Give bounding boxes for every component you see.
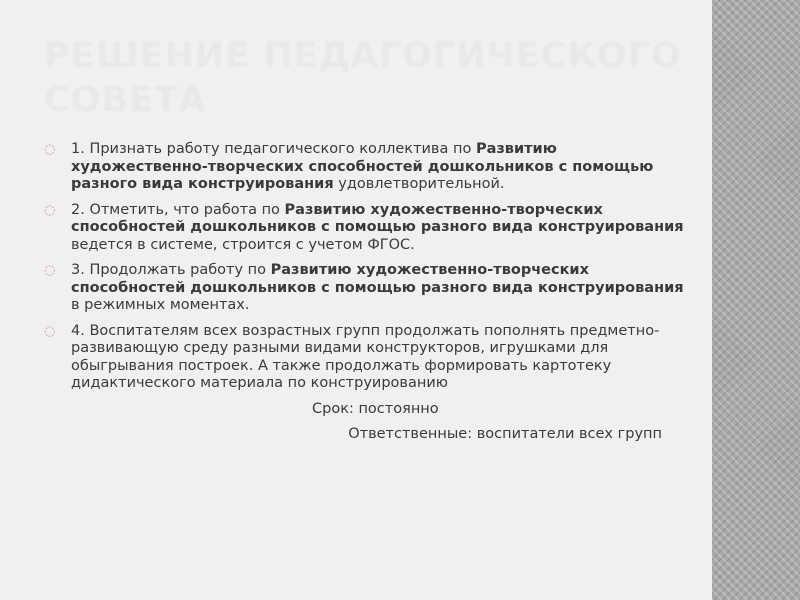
hollow-circle-bullet-icon: ◌ [44,323,56,339]
decision-item-2-topic: Развитию художественно-творческих способностей дошкольников с помощью разного вида конструирования [71,201,684,235]
decision-item-2 [44,202,684,255]
hollow-circle-bullet-icon: ◌ [44,202,56,218]
hollow-circle-bullet-icon: ◌ [44,142,56,157]
deadline-text: Срок: постоянно [312,400,439,417]
decision-list [44,141,684,393]
decision-item-4-text: 4. Воспитателям всех возрастных групп продолжать пополнять предметно-развивающую среду разными видами конструкторов, игрушками для обыгрывания построек. А также продолжать формировать картотеку дидактического материала по конструированию [71,322,660,391]
decision-item-1 [44,141,684,194]
decision-item-1-text [71,141,653,192]
decision-item-3-part-3: в режимных моментах. [71,297,250,313]
decision-item-4 [44,323,684,393]
decision-meta [44,401,684,444]
decision-item-3 [44,262,684,315]
decision-item-1-topic: Развитию художественно-творческих способностей дошкольников с помощью разного вида конструирования [71,141,654,192]
decision-item-3-topic: Развитию художественно-творческих способностей дошкольников с помощью разного вида конструирования [71,262,684,296]
decision-item-1-part-3: удовлетворительной. [333,176,505,192]
decorative-side-panel [712,0,800,600]
slide-title: РЕШЕНИЕ ПЕДАГОГИЧЕСКОГО СОВЕТА [44,36,682,120]
decision-item-2-text [71,202,684,253]
decision-item-3-text [71,262,684,313]
responsible-text: Ответственные: воспитатели всех групп [348,426,662,442]
decision-item-3-part-1: 3. Продолжать работу по [71,262,271,278]
decision-item-2-part-1: 2. Отметить, что работа по [71,201,285,218]
decision-item-2-part-3: ведется в системе, строится с учетом ФГОС. [71,236,415,253]
hollow-circle-bullet-icon: ◌ [44,263,56,278]
slide-content [44,141,684,444]
decision-item-1-part-1: 1. Признать работу педагогического коллектива по [71,141,476,157]
